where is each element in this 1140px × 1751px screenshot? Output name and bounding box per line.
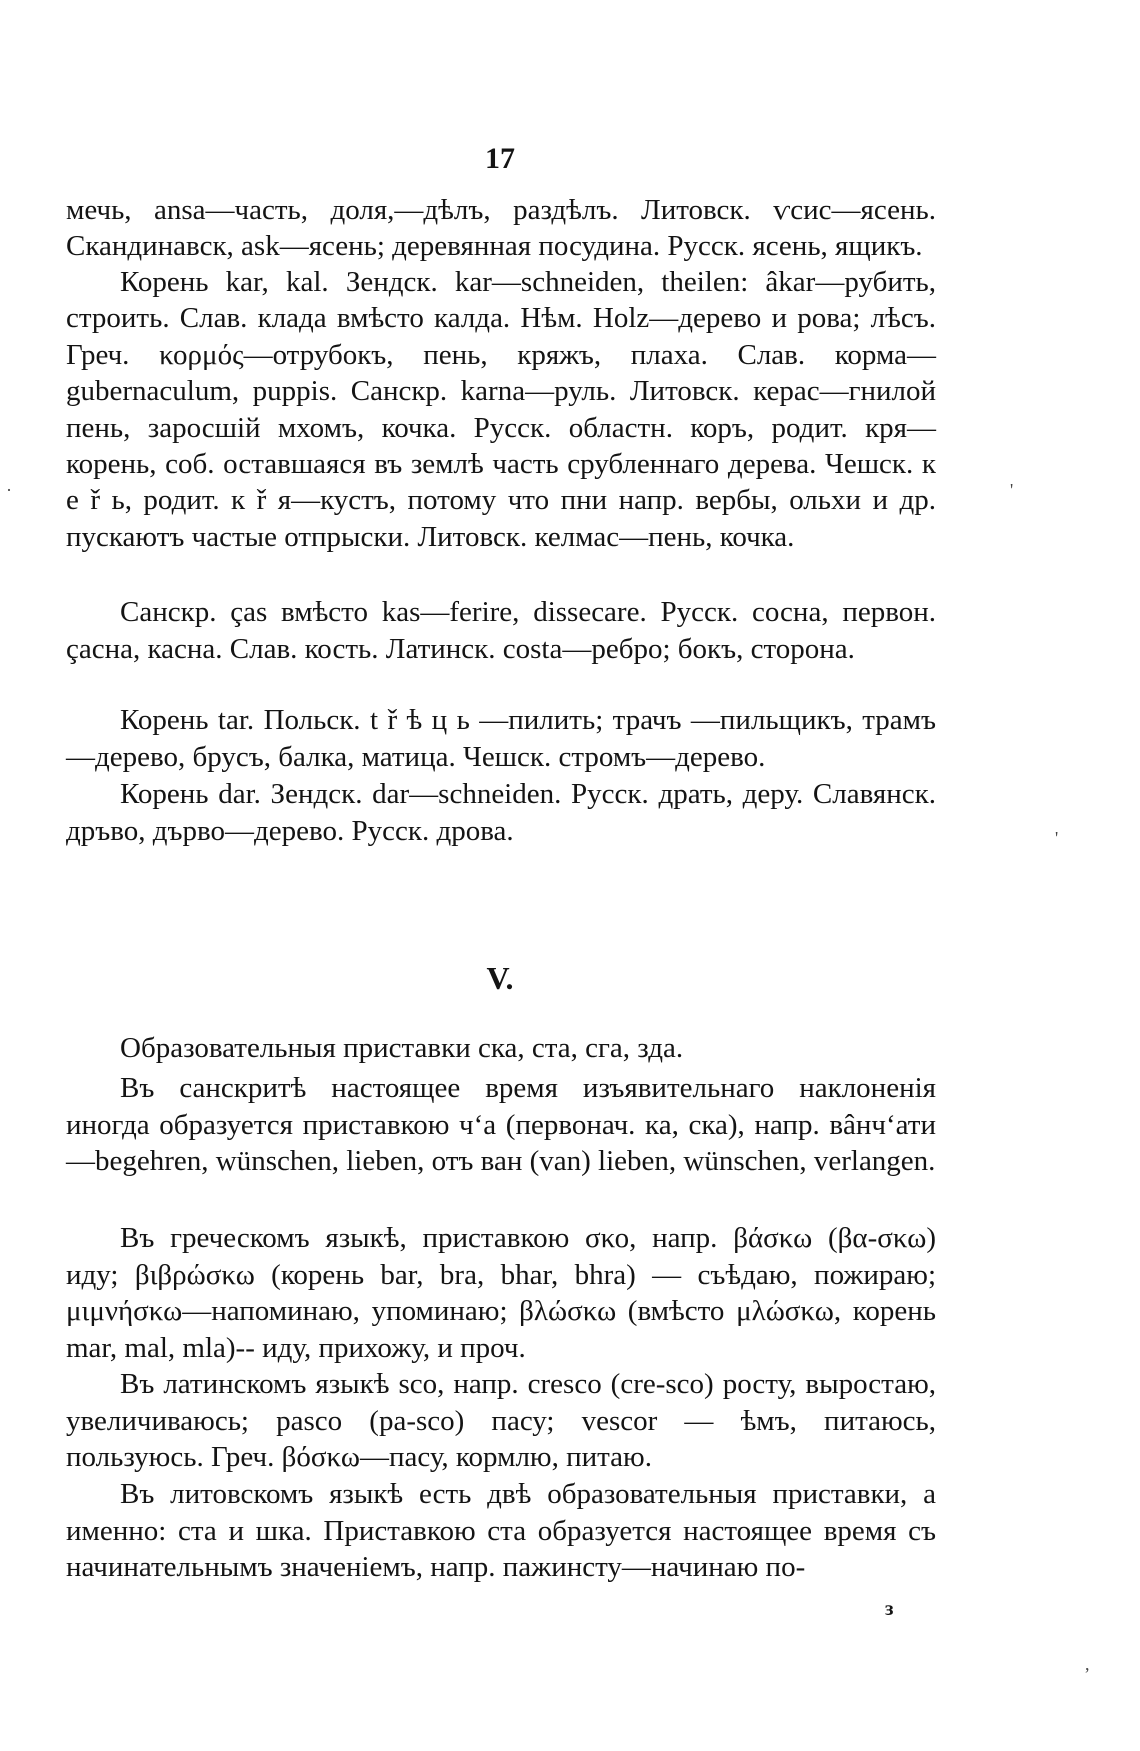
scan-speck: · xyxy=(6,480,12,500)
section-heading: V. xyxy=(486,960,514,996)
page-number: 17 xyxy=(485,142,515,175)
scan-speck: ' xyxy=(1010,480,1014,500)
section-subtitle: Образовательныя приставки ска, ста, сга, зда. xyxy=(120,1032,684,1064)
scan-speck: , xyxy=(1085,1654,1090,1674)
paragraph-6: Въ санскритѣ настоящее время изъявительнаго наклоненiя иногда образуется приставкою ч‘а (первонач. ка, ска), напр. вâнч‘ати—begehren, wünschen, lieben, отъ ван (van) lieben, wünschen, verlangen. xyxy=(66,1072,936,1177)
paragraph-1: мечь, ansa—часть, доля,—дѣлъ, раздѣлъ. Литовск. ѵсис—ясень. Скандинавск, ask—ясень; деревянная посудина. Русск. ясень, ящикъ. xyxy=(66,194,936,263)
paragraph-7: Въ греческомъ языкѣ, приставкою σκο, напр. βάσκω (βα-σκω) иду; βιβρώσκω (корень bar, bra, bhar, bhra) — съѣдаю, пожираю; μιμνήσκω—напоминаю, упоминаю; βλώσκω (вмѣсто μλώσκω, корень mar, mal, mla)-- иду, прихожу, и проч. xyxy=(66,1222,936,1364)
paragraph-3: Санскр. ças вмѣсто kas—ferire, dissecare. Русск. сосна, первон. çасна, касна. Слав. кость. Латинск. costa—ребро; бокъ, сторона. xyxy=(66,596,936,665)
paragraph-8: Въ латинскомъ языкѣ sco, напр. cresco (cre-sco) росту, выростаю, увеличиваюсь; pasco (pa-sco) пасу; vescor — ѣмъ, питаюсь, пользуюсь. Греч. βόσκω—пасу, кормлю, питаю. xyxy=(66,1368,936,1473)
paragraph-5: Корень dar. Зендск. dar—schneiden. Русск. драть, деру. Славянск. дръво, дърво—дерево. Русск. дрова. xyxy=(66,778,936,847)
paragraph-9: Въ литовскомъ языкѣ есть двѣ образовательныя приставки, а именно: ста и шка. Приставкою ста образуется настоящее время съ начинательнымъ значенiемъ, напр. пажинсту—начинаю по- xyxy=(66,1478,936,1583)
paragraph-2: Корень kar, kal. Зендск. kar—schneiden, theilen: âkar—рубить, строить. Слав. клада вмѣсто калда. Нѣм. Holz—дерево и рова; лѣсъ. Греч. κορμός—отрубокъ, пень, кряжъ, плаха. Слав. корма—gubernaculum, puppis. Санскр. karna—руль. Литовск. керас—гнилой пень, заросшiй мхомъ, кочка. Русск. областн. коръ, родит. кря—корень, соб. оставшаяся въ землѣ часть срубленнаго дерева. Чешск. к е ř ь, родит. к ř я—кустъ, потому что пни напр. вербы, ольхи и др. пускаютъ частые отпрыски. Литовск. келмас—пень, кочка. xyxy=(66,266,936,553)
scan-speck: ' xyxy=(1055,828,1059,848)
paragraph-4: Корень tar. Польск. t ř ѣ ц ь —пилить; трачъ —пильщикъ, трамъ —дерево, брусъ, балка, матица. Чешск. стромъ—дерево. xyxy=(66,704,936,773)
gathering-mark: ɜ xyxy=(885,1598,894,1620)
